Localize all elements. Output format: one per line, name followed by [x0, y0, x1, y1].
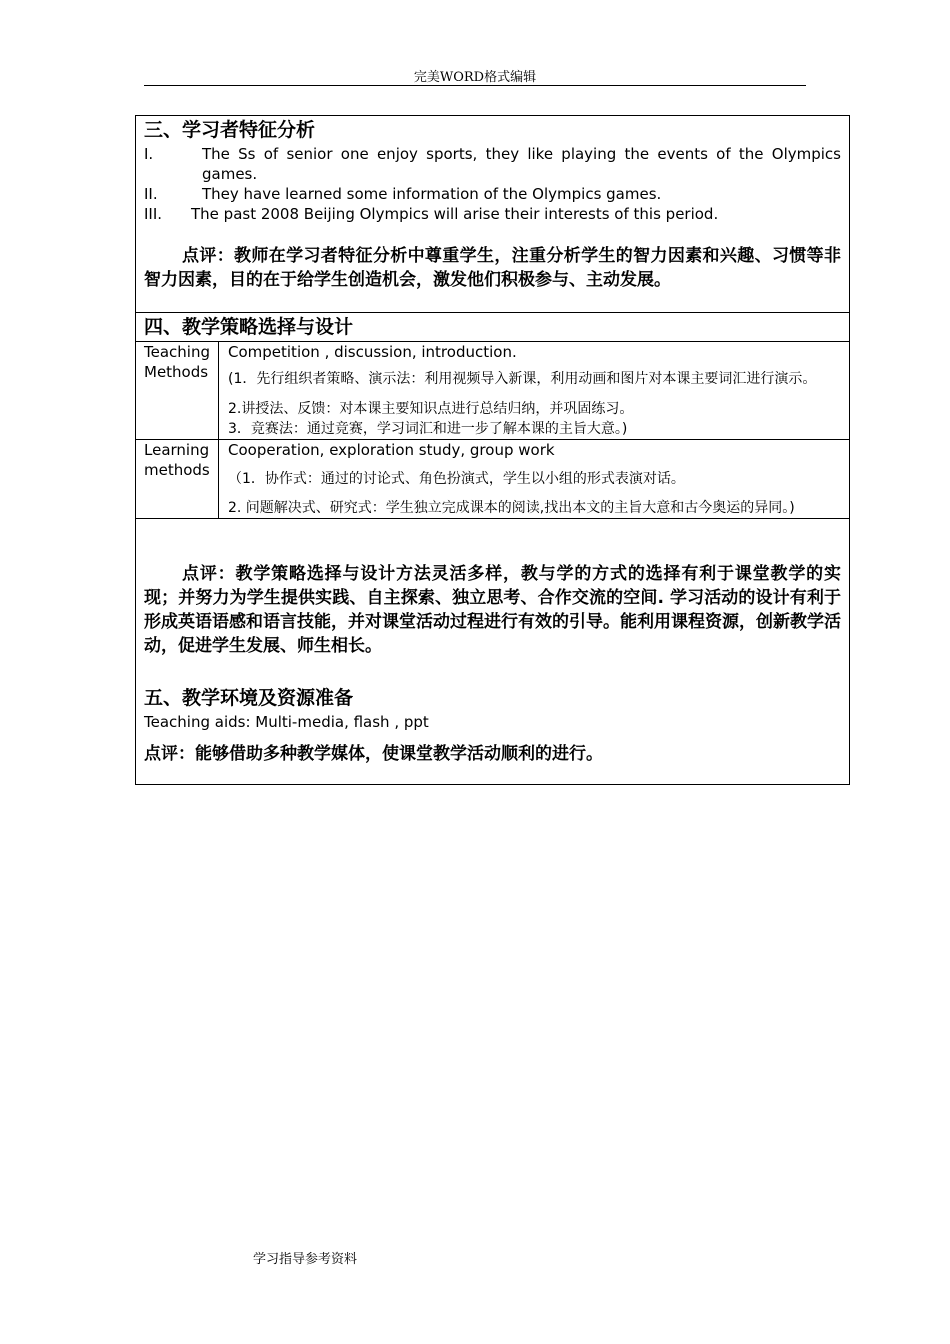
list-item: [144, 204, 841, 224]
methods-line: 3．竞赛法：通过竞赛，学习词汇和进一步了解本课的主旨大意。): [228, 421, 628, 437]
methods-line: 2.讲授法、反馈：对本课主要知识点进行总结归纳，并巩固练习。: [228, 401, 634, 417]
section-teaching-strategy: [136, 313, 849, 684]
section-heading: 三、学习者特征分析: [144, 119, 316, 141]
section-environment: [136, 684, 849, 784]
list-item: [144, 184, 841, 204]
section-heading: 五、教学环境及资源准备: [144, 687, 354, 709]
list-number: III.: [144, 205, 163, 223]
list-number: II.: [144, 185, 158, 203]
methods-line: Cooperation, exploration study, group work: [228, 441, 555, 459]
list-text: The Ss of senior one enjoy sports, they like playing the events of the Olympics games.: [202, 145, 841, 183]
comment-row: [136, 519, 849, 684]
header-rule: [144, 85, 806, 86]
table-row-teaching-methods: [136, 342, 849, 440]
row-content: [219, 440, 849, 518]
section-heading: 四、教学策略选择与设计: [144, 316, 354, 338]
row-label: Teaching Methods: [136, 342, 219, 439]
comment-text: 点评：教师在学习者特征分析中尊重学生，注重分析学生的智力因素和兴趣、习惯等非智力因素，目的在于给学生创造机会，激发他们积极参与、主动发展。: [144, 246, 841, 290]
list-number: I.: [144, 145, 154, 163]
section-heading-row: [136, 313, 849, 342]
list-text: They have learned some information of the Olympics games.: [202, 185, 662, 203]
methods-line: (1．先行组织者策略、演示法：利用视频导入新课，利用动画和图片对本课主要词汇进行演示。: [228, 371, 817, 387]
section-learner-analysis: [136, 116, 849, 313]
document-table: [135, 115, 850, 785]
table-row-learning-methods: [136, 440, 849, 519]
page-header: 完美WORD格式编辑: [413, 70, 537, 85]
list-text: The past 2008 Beijing Olympics will arise their interests of this period.: [191, 205, 719, 223]
row-label: Learning methods: [136, 440, 219, 518]
methods-line: Competition , discussion, introduction.: [228, 343, 517, 361]
methods-line: 2. 问题解决式、研究式：学生独立完成课本的阅读,找出本文的主旨大意和古今奥运的异同。): [228, 500, 795, 516]
list-item: [144, 144, 841, 184]
page-footer: 学习指导参考资料: [253, 1252, 358, 1267]
teaching-aids: Teaching aids: Multi-media, flash , ppt: [144, 713, 429, 731]
methods-line: （1．协作式：通过的讨论式、角色扮演式，学生以小组的形式表演对话。: [228, 471, 685, 487]
comment-text: 点评：教学策略选择与设计方法灵活多样，教与学的方式的选择有利于课堂教学的实现；并努力为学生提供实践、自主探索、独立思考、合作交流的空间. 学习活动的设计有利于形成英语语感和语言技能，并对课堂活动过程进行有效的引导。能利用课程资源，创新教学活动，促进学生发展、师生相长。: [144, 564, 841, 656]
row-content: [219, 342, 849, 439]
comment-text: 点评：能够借助多种教学媒体，使课堂教学活动顺利的进行。: [144, 744, 603, 764]
